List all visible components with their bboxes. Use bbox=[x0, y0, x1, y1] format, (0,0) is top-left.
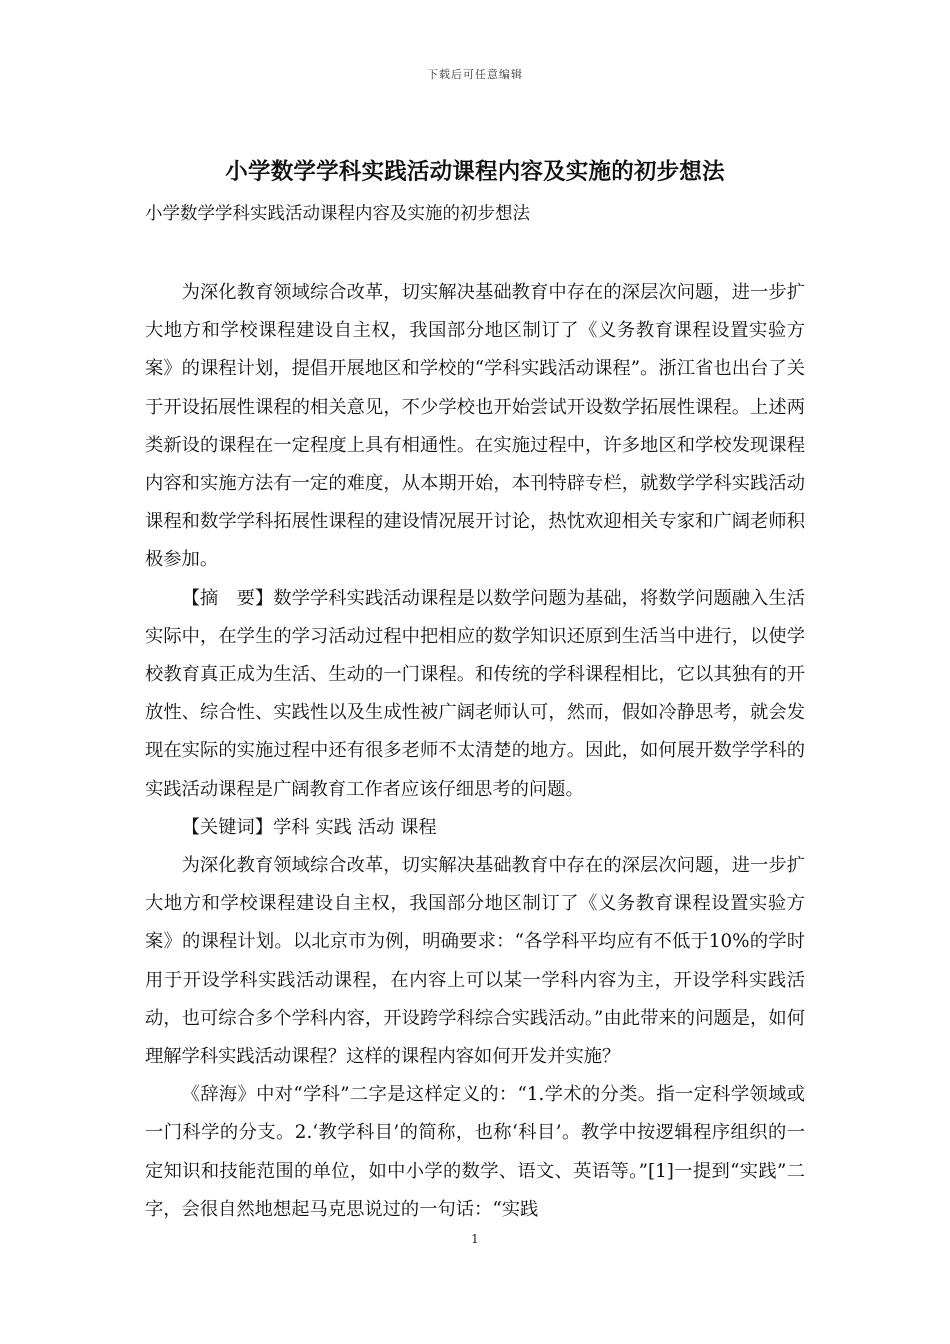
paragraph-intro: 为深化教育领域综合改革，切实解决基础教育中存在的深层次问题，进一步扩大地方和学校课程建设自主权，我国部分地区制订了《义务教育课程设置实验方案》的课程计划，提倡开展地区和学校的“学科实践活动课程”。浙江省也出台了关于开设拓展性课程的相关意见，不少学校也开始尝试开设数学拓展性课程。上述两类新设的课程在一定程度上具有相通性。在实施过程中，许多地区和学校发现课程内容和实施方法有一定的难度，从本期开始，本刊特辟专栏，就数学学科实践活动课程和数学学科拓展性课程的建设情况展开讨论，热忱欢迎相关专家和广阔老师积极参加。 bbox=[145, 282, 805, 571]
paragraph-background: 为深化教育领域综合改革，切实解决基础教育中存在的深层次问题，进一步扩大地方和学校课程建设自主权，我国部分地区制订了《义务教育课程设置实验方案》的课程计划。以北京市为例，明确要求：“各学科平均应有不低于10%的学时用于开设学科实践活动课程，在内容上可以某一学科内容为主，开设学科实践活动，也可综合多个学科内容，开设跨学科综合实践活动。”由此带来的问题是，如何理解学科实践活动课程？这样的课程内容如何开发并实施？ bbox=[145, 855, 805, 1068]
page-number: 1 bbox=[471, 1232, 479, 1246]
document-title: 小学数学学科实践活动课程内容及实施的初步想法 bbox=[225, 159, 725, 185]
document-subtitle: 小学数学学科实践活动课程内容及实施的初步想法 bbox=[145, 204, 530, 224]
paragraph-abstract: 【摘 要】数学学科实践活动课程是以数学问题为基础，将数学问题融入生活实际中，在学生的学习活动过程中把相应的数学知识还原到生活当中进行，以使学校教育真正成为生活、生动的一门课程。和传统的学科课程相比，它以其独有的开放性、综合性、实践性以及生成性被广阔老师认可，然而，假如冷静思考，就会发现在实际的实施过程中还有很多老师不太清楚的地方。因此，如何展开数学学科的实践活动课程是广阔教育工作者应该仔细思考的问题。 bbox=[145, 587, 805, 800]
document-body bbox=[145, 274, 805, 1229]
paragraph-definition: 《辞海》中对“学科”二字是这样定义的：“1.学术的分类。指一定科学领域或一门科学的分支。2.‘教学科目’的简称，也称‘科目’。教学中按逻辑程序组织的一定知识和技能范围的单位，如中小学的数学、语文、英语等。”[1]一提到“实践”二字，会很自然地想起马克思说过的一句话：“实践 bbox=[145, 1084, 805, 1220]
paragraph-keywords: 【关键词】学科 实践 活动 课程 bbox=[181, 816, 437, 838]
page-header-note: 下载后可任意编辑 bbox=[427, 68, 523, 81]
